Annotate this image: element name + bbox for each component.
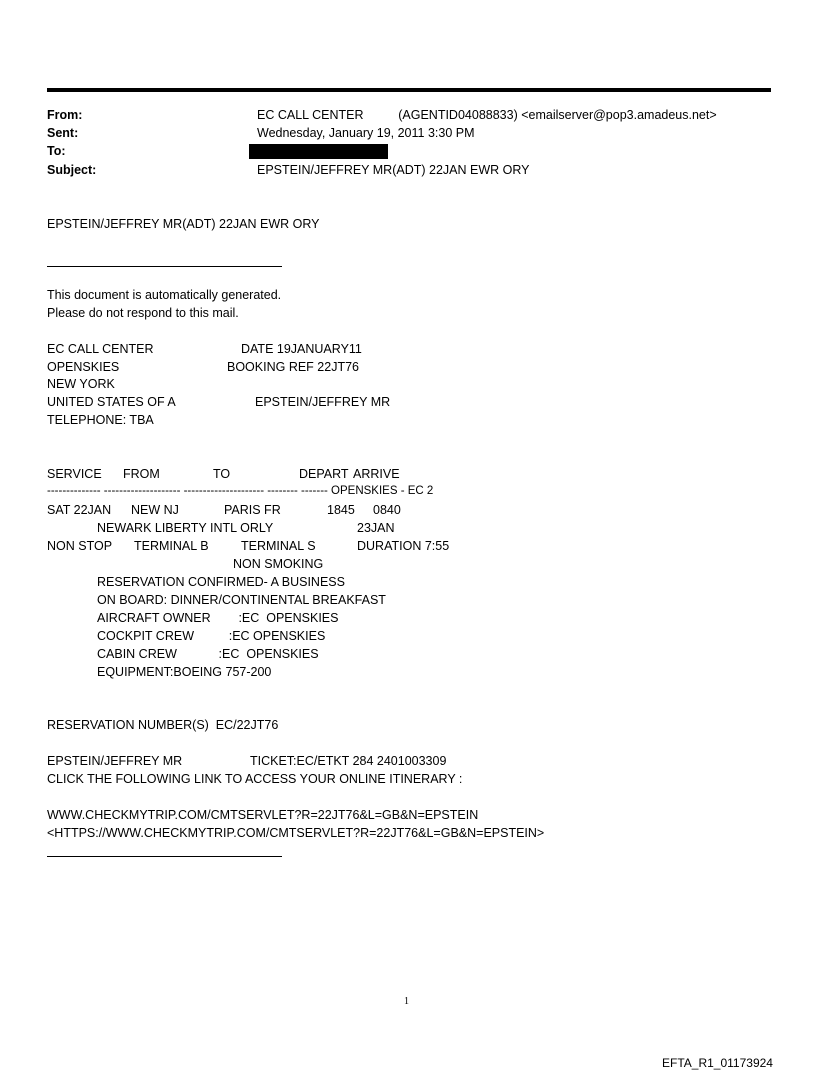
col-header-service: SERVICE bbox=[47, 467, 102, 481]
smoking-status: NON SMOKING bbox=[233, 557, 324, 571]
itinerary-link-secure[interactable]: <HTTPS://WWW.CHECKMYTRIP.COM/CMTSERVLET?R=22JT76&L=GB&N=EPSTEIN> bbox=[47, 826, 545, 840]
flight-arrive-time: 0840 bbox=[373, 503, 401, 517]
agency-city: NEW YORK bbox=[47, 377, 115, 391]
terminal-from: TERMINAL B bbox=[134, 539, 209, 553]
document-date: DATE 19JANUARY11 bbox=[241, 342, 362, 356]
ticket-passenger: EPSTEIN/JEFFREY MR bbox=[47, 754, 183, 768]
redaction-block bbox=[249, 144, 388, 159]
to-label: To: bbox=[47, 144, 66, 158]
detail-line: ON BOARD: DINNER/CONTINENTAL BREAKFAST bbox=[97, 593, 386, 607]
col-header-depart: DEPART bbox=[299, 467, 349, 481]
subject-value: EPSTEIN/JEFFREY MR(ADT) 22JAN EWR ORY bbox=[257, 163, 530, 177]
detail-line: CABIN CREW :EC OPENSKIES bbox=[97, 647, 319, 661]
divider bbox=[47, 856, 282, 857]
flight-airports: NEWARK LIBERTY INTL ORLY bbox=[97, 521, 274, 535]
auto-notice-1: This document is automatically generated. bbox=[47, 288, 282, 302]
page-number: 1 bbox=[404, 996, 409, 1007]
click-instruction: CLICK THE FOLLOWING LINK TO ACCESS YOUR ONLINE ITINERARY : bbox=[47, 772, 463, 786]
ticket-number: TICKET:EC/ETKT 284 2401003309 bbox=[250, 754, 447, 768]
detail-line: RESERVATION CONFIRMED- A BUSINESS bbox=[97, 575, 345, 589]
flight-duration: DURATION 7:55 bbox=[357, 539, 450, 553]
from-value: EC CALL CENTER (AGENTID04088833) <emailserver@pop3.amadeus.net> bbox=[257, 108, 717, 122]
from-label: From: bbox=[47, 108, 83, 122]
flight-to: PARIS FR bbox=[224, 503, 281, 517]
detail-line: AIRCRAFT OWNER :EC OPENSKIES bbox=[97, 611, 339, 625]
flight-from: NEW NJ bbox=[131, 503, 179, 517]
itinerary-link[interactable]: WWW.CHECKMYTRIP.COM/CMTSERVLET?R=22JT76&L=GB&N=EPSTEIN bbox=[47, 808, 479, 822]
agency-country: UNITED STATES OF A bbox=[47, 395, 176, 409]
flight-depart-time: 1845 bbox=[327, 503, 355, 517]
sent-value: Wednesday, January 19, 2011 3:30 PM bbox=[257, 126, 475, 140]
divider bbox=[47, 266, 282, 267]
flight-date: SAT 22JAN bbox=[47, 503, 112, 517]
col-header-from: FROM bbox=[123, 467, 160, 481]
agency-telephone: TELEPHONE: TBA bbox=[47, 413, 154, 427]
dash-separator-line: -------------- -------------------- --------------------- -------- ------- OPENSKIES - EC 2 bbox=[47, 485, 434, 497]
detail-line: COCKPIT CREW :EC OPENSKIES bbox=[97, 629, 326, 643]
booking-ref: BOOKING REF 22JT76 bbox=[227, 360, 359, 374]
agency-name: EC CALL CENTER bbox=[47, 342, 154, 356]
header-rule bbox=[47, 88, 771, 92]
document-id: EFTA_R1_01173924 bbox=[662, 1056, 773, 1070]
detail-line: EQUIPMENT:BOEING 757-200 bbox=[97, 665, 272, 679]
auto-notice-2: Please do not respond to this mail. bbox=[47, 306, 239, 320]
flight-stops: NON STOP bbox=[47, 539, 113, 553]
col-header-to: TO bbox=[213, 467, 231, 481]
title-line: EPSTEIN/JEFFREY MR(ADT) 22JAN EWR ORY bbox=[47, 217, 320, 231]
sent-label: Sent: bbox=[47, 126, 79, 140]
reservation-number: RESERVATION NUMBER(S) EC/22JT76 bbox=[47, 718, 279, 732]
subject-label: Subject: bbox=[47, 163, 97, 177]
col-header-arrive: ARRIVE bbox=[353, 467, 400, 481]
terminal-to: TERMINAL S bbox=[241, 539, 316, 553]
airline-name: OPENSKIES bbox=[47, 360, 120, 374]
passenger-name: EPSTEIN/JEFFREY MR bbox=[255, 395, 391, 409]
flight-arrive-date: 23JAN bbox=[357, 521, 395, 535]
